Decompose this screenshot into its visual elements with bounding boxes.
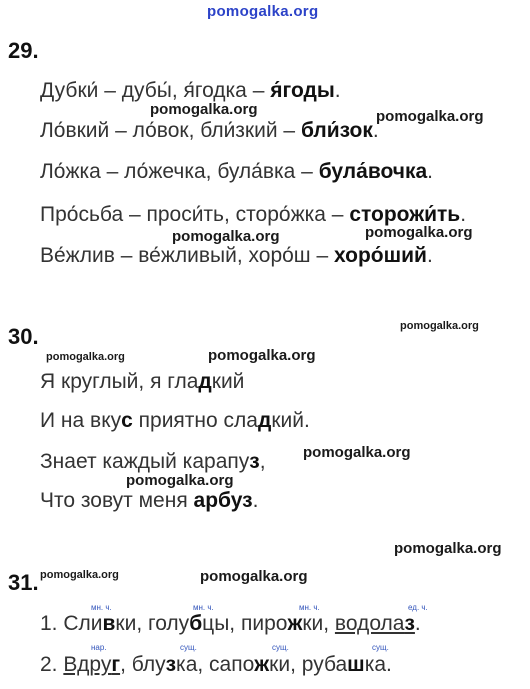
watermark: pomogalka.org [150,101,258,118]
watermark: pomogalka.org [208,347,316,364]
annotation-label: сущ. [372,643,389,652]
annotation-label: ед. ч. [408,603,428,612]
watermark: pomogalka.org [172,228,280,245]
watermark: pomogalka.org [365,224,473,241]
ex31-line-2: 2. Вдруг, блузка, сапожки, рубашка. [40,653,392,676]
watermark: pomogalka.org [46,351,125,363]
ex30-line-1: Я круглый, я гладкий [40,370,245,393]
ex30-line-3: Знает каждый карапуз, [40,450,266,473]
annotation-label: мн. ч. [91,603,112,612]
watermark: pomogalka.org [376,108,484,125]
watermark: pomogalka.org [303,444,411,461]
exercise-29-number: 29. [8,38,39,63]
watermark: pomogalka.org [200,568,308,585]
ex30-line-2: И на вкус приятно сладкий. [40,409,310,432]
ex29-line-4: Про́сьба – проси́ть, сторо́жка – сторожи́ть. [40,203,467,226]
annotation-label: сущ. [180,643,197,652]
annotation-label: сущ. [272,643,289,652]
ex29-line-3: Ло́жка – ло́жечка, була́вка – була́вочка. [40,160,433,183]
watermark-top: pomogalka.org [207,3,319,20]
annotation-label: нар. [91,643,107,652]
watermark: pomogalka.org [394,540,502,557]
watermark: pomogalka.org [40,569,119,581]
ex29-line-5: Ве́жлив – ве́жливый, хоро́ш – хоро́ший. [40,244,433,267]
watermark: pomogalka.org [400,320,479,332]
annotation-label: мн. ч. [193,603,214,612]
ex31-line-1: 1. Сливки, голубцы, пирожки, водолаз. [40,612,421,635]
exercise-30-number: 30. [8,324,39,349]
ex29-line-2: Ло́вкий – ло́вок, бли́зкий – бли́зок. [40,119,379,142]
exercise-31-number: 31. [8,570,39,595]
ex30-line-4: Что зовут меня арбуз. [40,489,259,512]
annotation-label: мн. ч. [299,603,320,612]
ex29-line-1: Дубки́ – дубы́, я́годка – я́годы. [40,79,341,102]
watermark: pomogalka.org [126,472,234,489]
